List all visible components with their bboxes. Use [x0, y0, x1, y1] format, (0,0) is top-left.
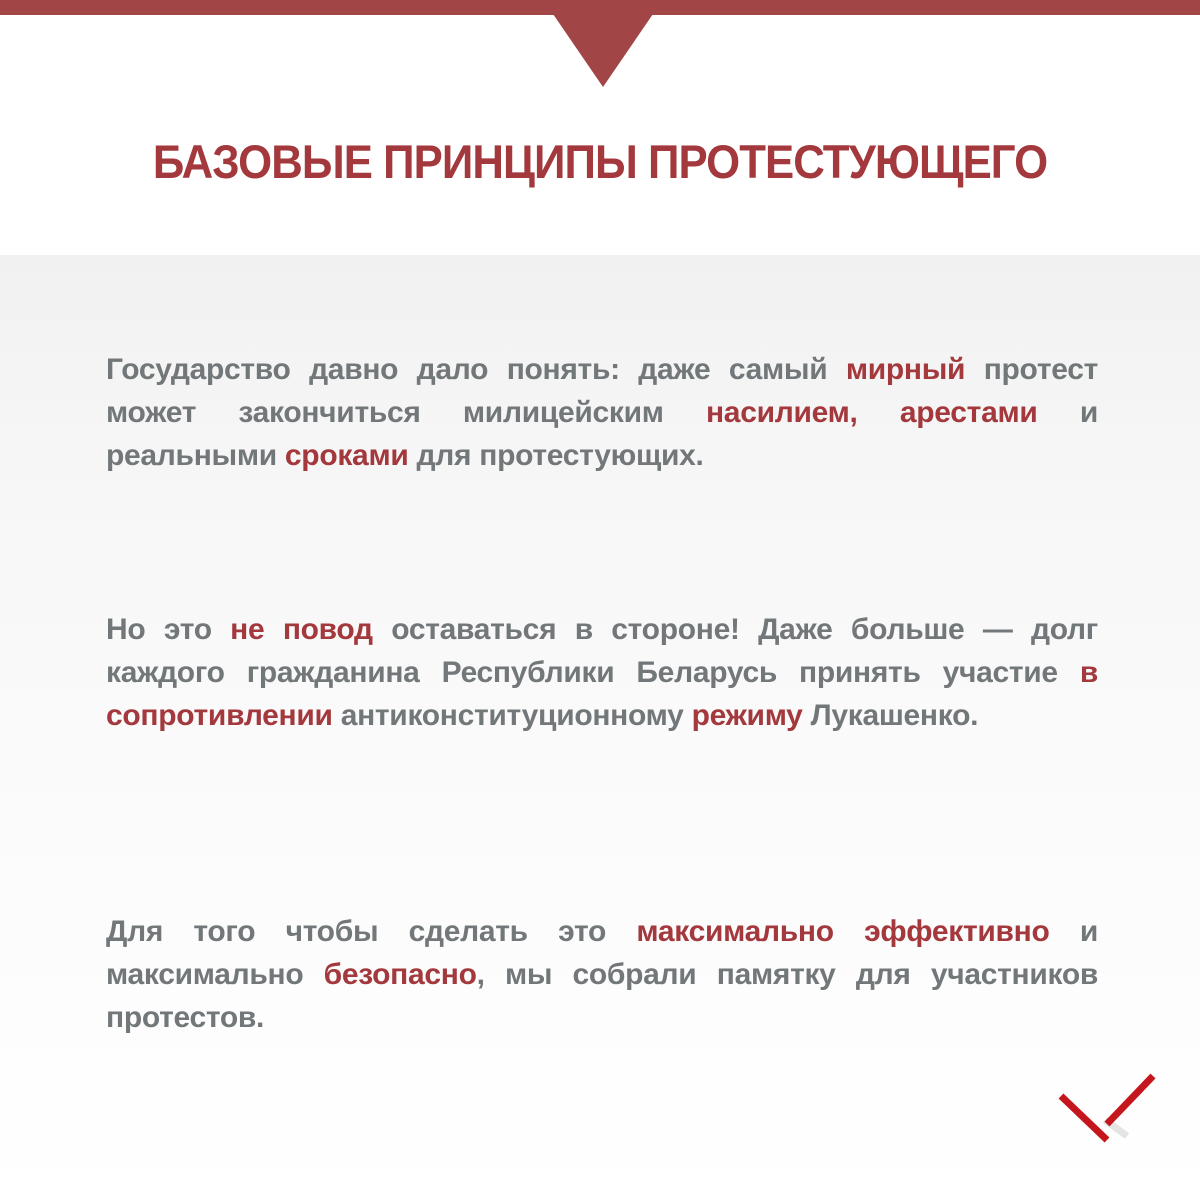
paragraph-2 [106, 608, 1098, 737]
text-segment: протест может закончиться милицейским [106, 353, 1098, 429]
text-segment: оставаться в стороне! Даже больше — долг каждого гражданина Республики Беларусь принять участие [106, 613, 1098, 689]
text-segment: антиконституционному [332, 699, 692, 732]
text-segment: и реальными [106, 396, 1098, 472]
text-segment: Для того чтобы сделать это [106, 915, 637, 948]
text-segment: , мы собрали памятку для участников протестов. [106, 958, 1099, 1034]
highlight-segment: в сопротивлении [106, 656, 1098, 732]
text-segment: и максимально [106, 915, 1098, 991]
paragraph-1 [106, 348, 1098, 477]
text-segment: для протестующих. [408, 439, 704, 472]
text-segment: Государство давно дало понять: даже самый [106, 353, 846, 386]
highlight-segment: мирный [845, 353, 966, 386]
text-segment: Лукашенко. [802, 699, 979, 732]
triangle-notch-icon [553, 14, 653, 87]
highlight-segment: не повод [230, 613, 373, 646]
highlight-segment: арестами [899, 396, 1038, 429]
highlight-segment: насилием, [705, 396, 858, 429]
text-segment [858, 396, 900, 429]
highlight-segment: сроками [284, 439, 409, 472]
top-accent-bar [0, 0, 1200, 15]
page-title: БАЗОВЫЕ ПРИНЦИПЫ ПРОТЕСТУЮЩЕГО [152, 135, 1048, 188]
highlight-segment: безопасно [323, 958, 477, 991]
highlight-segment: режиму [691, 699, 803, 732]
checkmark-icon [1055, 1068, 1165, 1148]
paragraph-3 [106, 910, 1098, 1039]
text-segment: Но это [106, 613, 231, 646]
highlight-segment: максимально эффективно [636, 915, 1050, 948]
